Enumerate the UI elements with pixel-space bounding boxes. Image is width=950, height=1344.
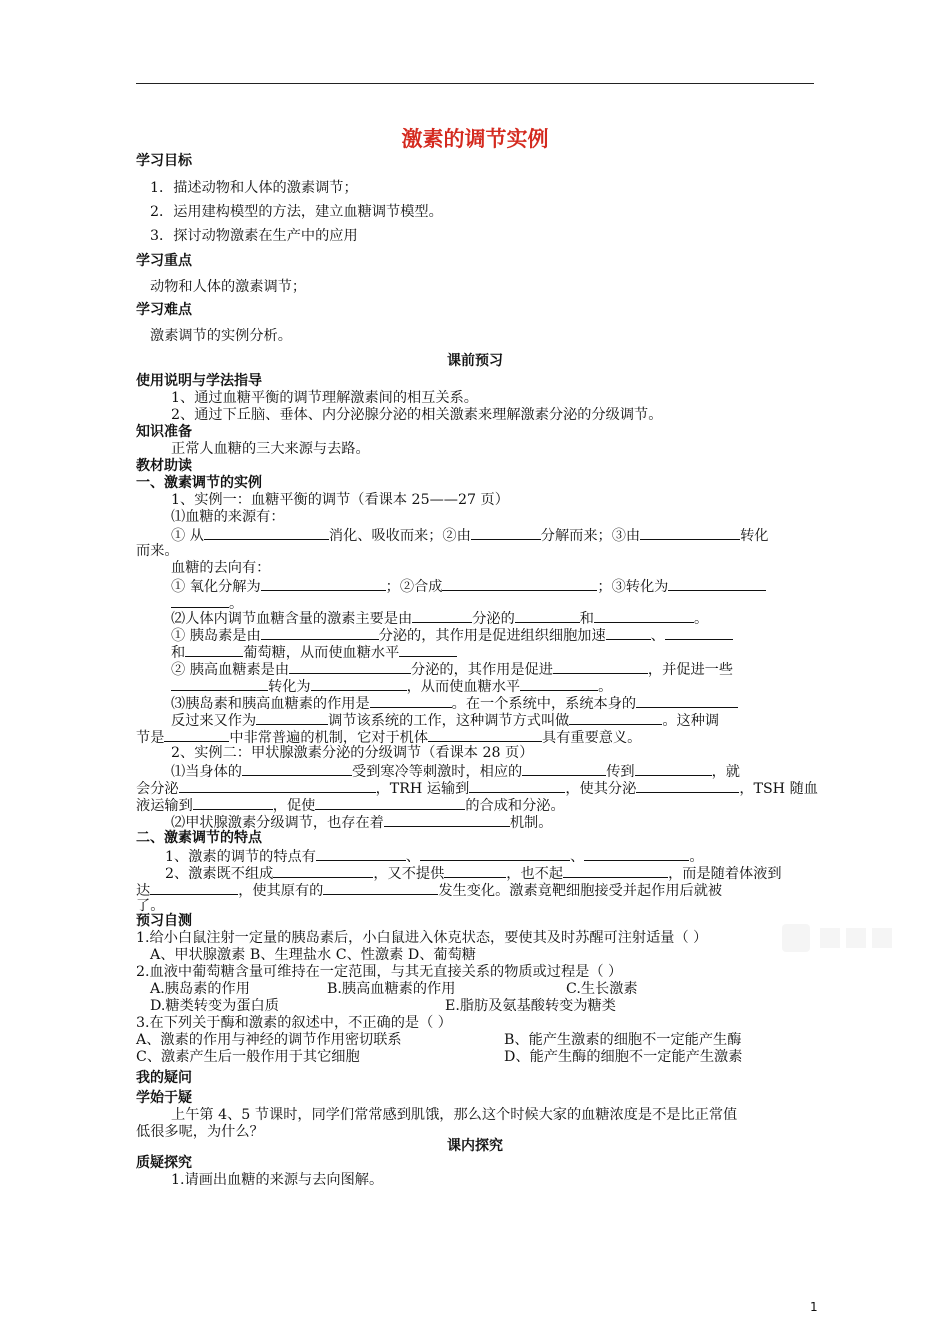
insulin-line-cont: 和 葡萄糖，从而使血糖水平: [171, 643, 457, 662]
blank[interactable]: [256, 711, 328, 725]
feedback-line-cont2: 节是 中非常普遍的机制，它对于机体 具有重要意义。: [136, 730, 642, 746]
question-1: 1.给小白鼠注射一定量的胰岛素后，小白鼠进入休克状态，要使其及时苏醒可注射适量（ ）: [136, 930, 708, 946]
glucagon-line: ② 胰高血糖素是由 分泌的，其作用是促进 ，并促进一些: [171, 662, 734, 678]
goal-item: 3．探讨动物激素在生产中的应用: [150, 228, 358, 244]
knowledge-heading: 知识准备: [136, 424, 192, 440]
blank[interactable]: [665, 626, 733, 640]
blank[interactable]: [316, 847, 406, 861]
goal-item: 1．描述动物和人体的激素调节；: [150, 180, 358, 196]
reading-heading: 教材助读: [136, 458, 192, 474]
question-2-option: E.脂肪及氨基酸转变为糖类: [445, 998, 616, 1014]
part2-heading: 二、激素调节的特点: [136, 830, 262, 846]
blank[interactable]: [171, 594, 229, 608]
insulin-line: ① 胰岛素是由 分泌的，其作用是促进组织细胞加速 、: [171, 626, 733, 645]
learn-heading: 学始于疑: [136, 1090, 192, 1106]
question-3: 3.在下列关于酶和激素的叙述中，不正确的是（ ）: [136, 1015, 452, 1031]
blood-sugar-destinations: ① 氧化分解为 ；②合成 ；③转化为: [171, 577, 766, 596]
key-item: 动物和人体的激素调节；: [150, 279, 307, 295]
example1-sources-label: ⑴血糖的来源有：: [171, 509, 285, 525]
learn-text-cont: 低很多呢，为什么？: [136, 1124, 264, 1140]
blank[interactable]: [179, 779, 376, 793]
blank[interactable]: [315, 796, 465, 810]
learn-text: 上午第 4、5 节课时，同学们常常感到肌饿，那么这个时候大家的血糖浓度是不是比正常值: [171, 1107, 738, 1123]
hormone-source-line: ⑵人体内调节血糖含量的激素主要是由 分泌的 和 。: [171, 611, 709, 627]
thyroid-feedback-line: ⑵甲状腺激素分级调节，也存在着 机制。: [171, 815, 553, 831]
example2-title: 2、实例二：甲状腺激素分泌的分级调节（看课本 28 页）: [171, 745, 534, 761]
blank[interactable]: [261, 626, 379, 640]
blank[interactable]: [370, 694, 452, 708]
goal-item: 2．运用建构模型的方法，建立血糖调节模型。: [150, 204, 443, 220]
blood-sugar-sources-cont: 而来。: [136, 543, 179, 559]
thyroid-line-cont: 会分泌 ，TRH 运输到 ，使其分泌 ，TSH 随血: [136, 781, 818, 797]
page-number: 1: [810, 1300, 818, 1314]
question-3-option: B、能产生激素的细胞不一定能产生酶: [504, 1032, 742, 1048]
blank[interactable]: [594, 609, 694, 623]
usage-item: 1、通过血糖平衡的调节理解激素间的相互关系。: [171, 390, 478, 406]
part1-heading: 一、激素调节的实例: [136, 475, 262, 491]
blank[interactable]: [204, 526, 329, 540]
blank[interactable]: [384, 813, 510, 827]
knowledge-item: 正常人血糖的三大来源与去路。: [171, 441, 370, 457]
blood-sugar-dest-label: 血糖的去向有：: [171, 560, 271, 576]
question-2-option: D.糖类转变为蛋白质: [150, 998, 279, 1014]
feedback-line-cont: 反过来又作为 调节该系统的工作，这种调节方式叫做 。这种调: [171, 713, 720, 729]
blank[interactable]: [323, 881, 438, 895]
heading-difficult: 学习难点: [136, 302, 192, 318]
heading-key: 学习重点: [136, 253, 192, 269]
blank[interactable]: [469, 779, 565, 793]
blank[interactable]: [522, 762, 606, 776]
header-rule: [136, 83, 814, 84]
blank[interactable]: [636, 694, 738, 708]
blank[interactable]: [442, 577, 597, 591]
blank[interactable]: [584, 847, 689, 861]
blank[interactable]: [171, 677, 268, 691]
blank[interactable]: [606, 626, 651, 640]
blank[interactable]: [563, 864, 668, 878]
inquiry-item: 1.请画出血糖的来源与去向图解。: [171, 1172, 384, 1188]
question-3-option: A、激素的作用与神经的调节作用密切联系: [136, 1032, 402, 1048]
blank[interactable]: [444, 864, 506, 878]
question-3-option: D、能产生酶的细胞不一定能产生激素: [504, 1049, 743, 1065]
question-2-option: C.生长激素: [566, 981, 638, 997]
blank[interactable]: [164, 728, 229, 742]
selftest-heading: 预习自测: [136, 913, 192, 929]
question-2-option: B.胰高血糖素的作用: [327, 981, 456, 997]
page-title: 激素的调节实例: [401, 127, 549, 151]
question-1-options: A、甲状腺激素 B、生理盐水 C、性激素 D、葡萄糖: [150, 947, 476, 963]
blank[interactable]: [471, 526, 541, 540]
difficult-item: 激素调节的实例分析。: [150, 328, 292, 344]
blank[interactable]: [668, 577, 766, 591]
question-2: 2.血液中葡萄糖含量可维持在一定范围，与其无直接关系的物质或过程是（ ）: [136, 964, 623, 980]
features-line2: 2、激素既不组成 ，又不提供 ，也不起 ，而是随着体液到: [165, 866, 782, 882]
my-questions-heading: 我的疑问: [136, 1070, 192, 1086]
inquiry-heading: 质疑探究: [136, 1155, 192, 1171]
blank[interactable]: [185, 643, 243, 657]
example1-title: 1、实例一：血糖平衡的调节（看课本 25——27 页）: [171, 492, 509, 508]
usage-item: 2、通过下丘脑、垂体、内分泌腺分泌的相关激素来理解激素分泌的分级调节。: [171, 407, 663, 423]
blank[interactable]: [289, 660, 411, 674]
blank[interactable]: [420, 847, 570, 861]
question-3-option: C、激素产生后一般作用于其它细胞: [136, 1049, 360, 1065]
blank[interactable]: [515, 609, 580, 623]
usage-heading: 使用说明与学法指导: [136, 373, 262, 389]
blood-sugar-destinations-cont: 。: [171, 594, 243, 613]
feedback-line: ⑶胰岛素和胰高血糖素的作用是 。在一个系统中，系统本身的: [171, 694, 738, 713]
blank[interactable]: [261, 577, 386, 591]
blank[interactable]: [273, 864, 373, 878]
blank[interactable]: [520, 677, 598, 691]
blank[interactable]: [428, 728, 542, 742]
question-2-option: A.胰岛素的作用: [150, 981, 250, 997]
blank[interactable]: [311, 677, 407, 691]
blank[interactable]: [553, 660, 648, 674]
thyroid-line: ⑴当身体的 受到寒冷等刺激时，相应的 传到 ，就: [171, 764, 740, 780]
blank[interactable]: [399, 643, 457, 657]
thyroid-line-cont2: 液运输到 ，促使 的合成和分泌。: [136, 798, 565, 814]
blank[interactable]: [242, 762, 352, 776]
preview-heading: 课前预习: [447, 353, 503, 369]
blank[interactable]: [569, 711, 662, 725]
blank[interactable]: [193, 796, 273, 810]
blank[interactable]: [150, 881, 238, 895]
watermark: [780, 918, 910, 958]
blank[interactable]: [636, 779, 739, 793]
blank[interactable]: [640, 526, 740, 540]
glucagon-line-cont: 转化为 ，从而使血糖水平 。: [171, 677, 612, 696]
class-heading: 课内探究: [447, 1138, 503, 1154]
features-line: 1、激素的调节的特点有 、 、 。: [165, 849, 704, 865]
heading-goals: 学习目标: [136, 153, 192, 169]
features-line2-cont: 达 ，使其原有的 发生变化。激素竟靶细胞接受并起作用后就被: [136, 883, 723, 899]
blank[interactable]: [412, 609, 472, 623]
blank[interactable]: [635, 762, 712, 776]
features-line2-cont2: 了。: [136, 898, 165, 914]
blood-sugar-sources: ① 从 消化、吸收而来；②由 分解而来；③由 转化: [171, 528, 769, 544]
